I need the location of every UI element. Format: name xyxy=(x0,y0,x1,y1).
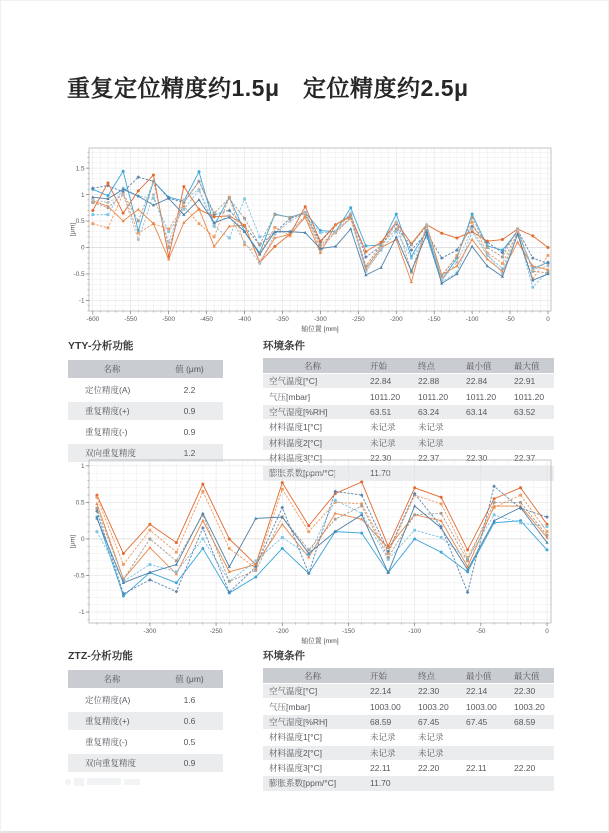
table-cell: 1003.20 xyxy=(418,701,449,712)
table-cell: 1003.20 xyxy=(514,701,545,712)
table-row xyxy=(263,684,554,698)
chart-ztz-accuracy xyxy=(68,456,554,647)
table-cell: 材料温度2[°C] xyxy=(269,747,322,758)
table-cell: 空气温度[°C] xyxy=(269,376,318,387)
table-cell: 空气湿度[%RH] xyxy=(269,716,328,727)
table-cell: 材料温度1[°C] xyxy=(269,732,322,743)
table-cell: 材料温度2[°C] xyxy=(269,437,322,448)
table-cell: 22.84 xyxy=(370,376,392,387)
table-row xyxy=(68,754,223,772)
table-cell: 未记录 xyxy=(370,437,396,448)
svg-text:-200: -200 xyxy=(389,316,403,323)
column-header: 最大值 xyxy=(506,358,554,373)
x-axis-label: 轴位置 [mm] xyxy=(301,326,339,333)
svg-text:1: 1 xyxy=(80,463,85,471)
table-cell: 重复精度(-) xyxy=(85,737,128,747)
table-cell: 22.11 xyxy=(466,763,487,774)
svg-text:-1: -1 xyxy=(78,297,85,305)
svg-text:-400: -400 xyxy=(238,316,251,323)
table-row xyxy=(263,436,554,450)
table-cell: 定位精度(A) xyxy=(85,385,131,395)
line-chart-svg xyxy=(68,144,554,335)
table-cell: 63.51 xyxy=(370,406,392,417)
table-cell: 双向重复精度 xyxy=(85,448,137,458)
table-cell: 22.30 xyxy=(466,453,488,464)
table-row xyxy=(263,405,554,419)
analysis-table xyxy=(68,667,223,775)
table-cell: 双向重复精度 xyxy=(85,758,137,768)
svg-text:-0.5: -0.5 xyxy=(73,572,85,580)
table-cell xyxy=(458,730,506,744)
svg-text:-300: -300 xyxy=(313,316,327,323)
table-header-row xyxy=(68,670,223,688)
svg-text:-50: -50 xyxy=(505,316,515,323)
table-cell: 材料温度3[°C] xyxy=(269,763,322,774)
environment-section-ztz xyxy=(263,648,554,792)
analysis-table xyxy=(68,357,223,465)
table-row xyxy=(263,374,554,388)
svg-text:-0.5: -0.5 xyxy=(73,271,85,279)
axis-ticks xyxy=(73,152,550,323)
table-cell: 材料温度1[°C] xyxy=(269,422,322,433)
column-header: 名称 xyxy=(263,668,362,683)
table-cell: 11.70 xyxy=(370,778,391,789)
column-header: 名称 xyxy=(263,358,362,373)
table-cell: 22.14 xyxy=(370,686,392,697)
svg-text:-150: -150 xyxy=(342,628,355,635)
table-cell xyxy=(506,730,554,744)
svg-text:0: 0 xyxy=(546,316,550,323)
chart-yty-accuracy xyxy=(68,144,554,335)
table-cell xyxy=(506,420,554,434)
svg-text:1: 1 xyxy=(80,191,85,199)
footer-logo xyxy=(65,773,155,787)
column-header: 最小值 xyxy=(458,358,506,373)
table-row xyxy=(68,381,223,399)
table-cell: 0.9 xyxy=(183,406,196,416)
svg-text:-250: -250 xyxy=(209,628,223,635)
table-cell: 空气温度[°C] xyxy=(269,686,318,697)
table-cell xyxy=(506,436,554,450)
column-header: 终点 xyxy=(410,668,458,683)
section-title: YTY-分析功能 xyxy=(68,340,134,352)
table-row xyxy=(68,423,223,441)
table-row xyxy=(263,761,554,775)
table-cell: 22.20 xyxy=(418,763,440,774)
table-cell: 1003.00 xyxy=(466,701,497,712)
table-cell: 1003.00 xyxy=(370,701,401,712)
svg-text:1.5: 1.5 xyxy=(75,165,85,173)
table-cell: 68.59 xyxy=(370,716,392,727)
table-row xyxy=(68,402,223,420)
x-axis-label: 轴位置 [mm] xyxy=(301,638,339,645)
table-row xyxy=(263,776,554,790)
table-cell: 气压[mbar] xyxy=(269,701,311,712)
environment-table xyxy=(263,667,554,792)
svg-text:0.5: 0.5 xyxy=(75,218,85,226)
column-header: 值 (μm) xyxy=(156,670,223,688)
table-cell xyxy=(506,746,554,760)
table-cell: 膨胀系数[ppm/°C] xyxy=(269,468,337,479)
plot-frame xyxy=(89,460,551,623)
table-cell: 22.30 xyxy=(370,453,392,464)
column-header: 值 (μm) xyxy=(156,360,223,378)
table-cell: 22.20 xyxy=(514,763,536,774)
table-cell: 未记录 xyxy=(370,747,396,758)
svg-text:-350: -350 xyxy=(276,316,289,323)
table-row xyxy=(263,746,554,760)
svg-text:-100: -100 xyxy=(408,628,422,635)
svg-text:0.5: 0.5 xyxy=(75,499,85,507)
table-cell: 22.88 xyxy=(418,376,440,387)
table-cell: 22.30 xyxy=(418,686,440,697)
column-header: 最大值 xyxy=(506,668,554,683)
column-header: 终点 xyxy=(410,358,458,373)
table-row xyxy=(263,715,554,729)
analysis-section-yty xyxy=(68,338,223,465)
svg-text:-550: -550 xyxy=(124,316,138,323)
svg-text:0: 0 xyxy=(545,628,549,635)
svg-text:-450: -450 xyxy=(200,316,213,323)
table-cell: 1011.20 xyxy=(370,391,401,402)
table-cell: 未记录 xyxy=(370,422,396,433)
table-cell: 22.37 xyxy=(514,453,536,464)
svg-text:0: 0 xyxy=(80,536,85,544)
table-cell xyxy=(410,776,458,790)
table-row xyxy=(68,712,223,730)
table-cell: 未记录 xyxy=(418,422,444,433)
table-cell xyxy=(458,776,506,790)
section-title: 环境条件 xyxy=(263,340,305,352)
svg-text:-50: -50 xyxy=(476,628,486,635)
table-cell: 0.5 xyxy=(183,737,196,747)
table-cell: 0.9 xyxy=(183,427,196,437)
table-cell: 22.37 xyxy=(418,453,440,464)
table-cell: 未记录 xyxy=(418,747,444,758)
table-cell xyxy=(458,420,506,434)
y-axis-label: [μm] xyxy=(69,534,77,549)
table-cell: 1.6 xyxy=(183,695,196,705)
table-cell: 重复精度(+) xyxy=(85,716,130,726)
table-row xyxy=(263,420,554,434)
table-cell xyxy=(458,746,506,760)
table-cell: 未记录 xyxy=(418,732,444,743)
table-cell: 1011.20 xyxy=(466,391,497,402)
svg-text:0: 0 xyxy=(80,244,85,252)
svg-text:-100: -100 xyxy=(465,316,479,323)
table-cell: 1011.20 xyxy=(514,391,545,402)
table-header-row xyxy=(263,358,554,373)
table-cell: 2.2 xyxy=(183,385,196,395)
table-cell: 22.91 xyxy=(514,376,536,387)
table-row xyxy=(263,389,554,403)
table-cell: 68.59 xyxy=(514,716,536,727)
column-header: 名称 xyxy=(68,670,156,688)
svg-text:-500: -500 xyxy=(162,316,176,323)
table-cell: 膨胀系数[ppm/°C] xyxy=(269,778,337,789)
column-header: 开始 xyxy=(362,668,410,683)
table-row xyxy=(68,691,223,709)
grid xyxy=(89,460,551,623)
table-cell: 63.24 xyxy=(418,406,440,417)
table-cell: 22.84 xyxy=(466,376,488,387)
table-cell: 67.45 xyxy=(418,716,440,727)
table-cell: 63.52 xyxy=(514,406,536,417)
table-cell: 1011.20 xyxy=(418,391,449,402)
table-cell: 22.11 xyxy=(370,763,391,774)
column-header: 最小值 xyxy=(458,668,506,683)
svg-text:-1: -1 xyxy=(78,609,85,617)
table-cell: 未记录 xyxy=(418,437,444,448)
table-cell: 空气湿度[%RH] xyxy=(269,406,328,417)
analysis-section-ztz xyxy=(68,648,223,775)
table-cell: 0.9 xyxy=(183,758,196,768)
table-cell: 11.70 xyxy=(370,468,391,479)
table-cell: 定位精度(A) xyxy=(85,695,131,705)
section-title: ZTZ-分析功能 xyxy=(68,650,133,662)
page-title: 重复定位精度约1.5μ 定位精度约2.5μ xyxy=(67,75,469,101)
table-cell: 63.14 xyxy=(466,406,488,417)
svg-text:-250: -250 xyxy=(351,316,365,323)
table-cell: 22.30 xyxy=(514,686,536,697)
table-cell: 重复精度(+) xyxy=(85,406,130,416)
y-axis-label: [μm] xyxy=(69,222,77,237)
table-header-row xyxy=(263,668,554,683)
section-title: 环境条件 xyxy=(263,650,305,662)
table-row xyxy=(263,699,554,713)
table-row xyxy=(68,733,223,751)
svg-text:-600: -600 xyxy=(86,316,100,323)
svg-text:-300: -300 xyxy=(143,628,157,635)
table-header-row xyxy=(68,360,223,378)
table-cell: 未记录 xyxy=(370,732,396,743)
table-cell: 重复精度(-) xyxy=(85,427,128,437)
table-cell: 67.45 xyxy=(466,716,488,727)
svg-text:-200: -200 xyxy=(275,628,289,635)
table-cell xyxy=(506,776,554,790)
svg-text:-150: -150 xyxy=(427,316,441,323)
table-cell: 材料温度3[°C] xyxy=(269,453,322,464)
column-header: 名称 xyxy=(68,360,156,378)
table-cell xyxy=(458,436,506,450)
table-row xyxy=(263,730,554,744)
column-header: 开始 xyxy=(362,358,410,373)
axis-ticks xyxy=(73,463,549,635)
table-cell: 气压[mbar] xyxy=(269,391,311,402)
table-cell: 0.6 xyxy=(183,716,196,726)
table-cell: 22.14 xyxy=(466,686,488,697)
table-cell: 1.2 xyxy=(183,448,196,458)
line-chart-svg xyxy=(68,456,554,647)
